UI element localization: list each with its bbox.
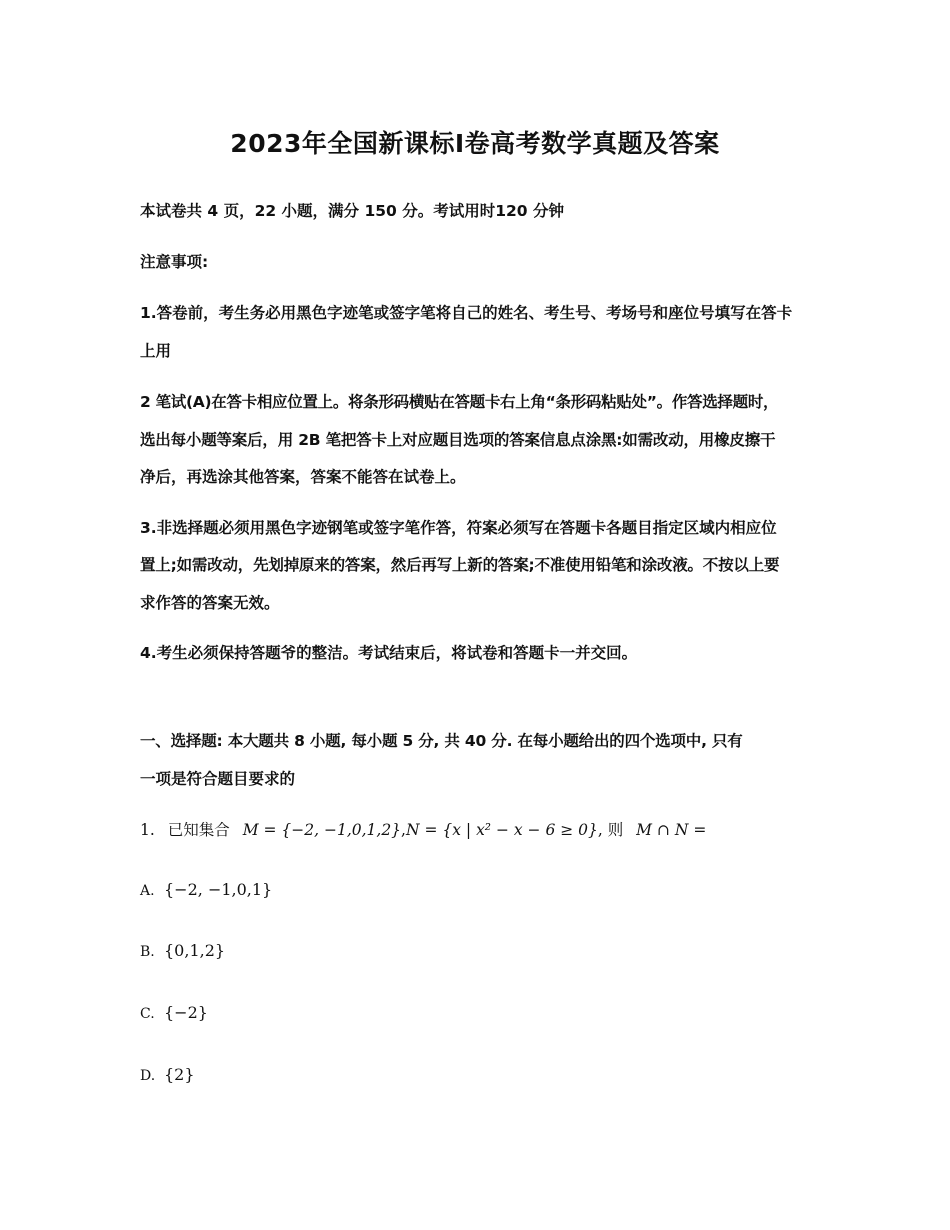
question-lead: 已知集合 — [167, 821, 230, 839]
intro-text: 本试卷共 4 页，22 小题，满分 150 分。考试用时120 分钟 — [140, 202, 564, 220]
question-ask: M ∩ N = — [636, 821, 707, 839]
set-m: M = {−2, −1,0,1,2} — [242, 821, 402, 839]
notice-heading: 注意事项: — [140, 253, 209, 271]
note-2-line-3: 净后，再选涂其他答案，答案不能答在试卷上。 — [140, 468, 466, 486]
option-c-value: {−2} — [164, 1003, 208, 1022]
page-title: 2023年全国新课标I卷高考数学真题及答案 — [230, 129, 720, 158]
note-2-line-1: 2 笔试(A)在答卡相应位置上。将条形码横贴在答题卡右上角“条形码粘贴处”。作答选择题时， — [140, 393, 779, 411]
option-a — [140, 880, 272, 899]
option-b-value: {0,1,2} — [164, 941, 226, 960]
note-2-line-2: 选出每小题等案后，用 2B 笔把答卡上对应题目选项的答案信息点涂黑:如需改动，用橡皮擦干 — [140, 431, 776, 449]
option-c — [140, 1003, 208, 1022]
note-1-line-1: 1.答卷前，考生务必用黑色字迹笔或签字笔将自己的姓名、考生号、考场号和座位号填写在答卡 — [140, 304, 793, 322]
option-a-value: {−2, −1,0,1} — [164, 880, 273, 899]
note-3-line-2: 置上;如需改动，先划掉原来的答案，然后再写上新的答案;不准使用铅笔和涂改液。不按以上要 — [140, 556, 780, 574]
note-3-line-1: 3.非选择题必须用黑色字迹钢笔或签字笔作答，符案必须写在答题卡各题目指定区域内相应位 — [140, 519, 777, 537]
option-a-letter: A. — [140, 883, 155, 899]
set-separator: , — [401, 821, 406, 839]
section-heading-line-1: 一、选择题: 本大题共 8 小题, 每小题 5 分, 共 40 分. 在每小题给出的四个选项中, 只有 — [140, 732, 743, 750]
note-1-line-2: 上用 — [140, 342, 172, 360]
set-n: N = {x | x² − x − 6 ≥ 0} — [405, 821, 598, 839]
note-3-line-3: 求作答的答案无效。 — [140, 594, 280, 612]
section-heading-line-2: 一项是符合题目要求的 — [140, 770, 296, 788]
question-then: , 则 — [597, 821, 624, 839]
option-d-letter: D. — [140, 1068, 156, 1084]
option-c-letter: C. — [140, 1006, 155, 1022]
option-d-value: {2} — [164, 1065, 195, 1084]
question-number: 1. — [140, 821, 155, 839]
question-1 — [140, 818, 706, 840]
option-d — [140, 1065, 195, 1084]
option-b — [140, 941, 225, 960]
note-4-line-1: 4.考生必须保持答题爷的整洁。考试结束后，将试卷和答题卡一并交回。 — [140, 644, 638, 662]
option-b-letter: B. — [140, 944, 155, 960]
